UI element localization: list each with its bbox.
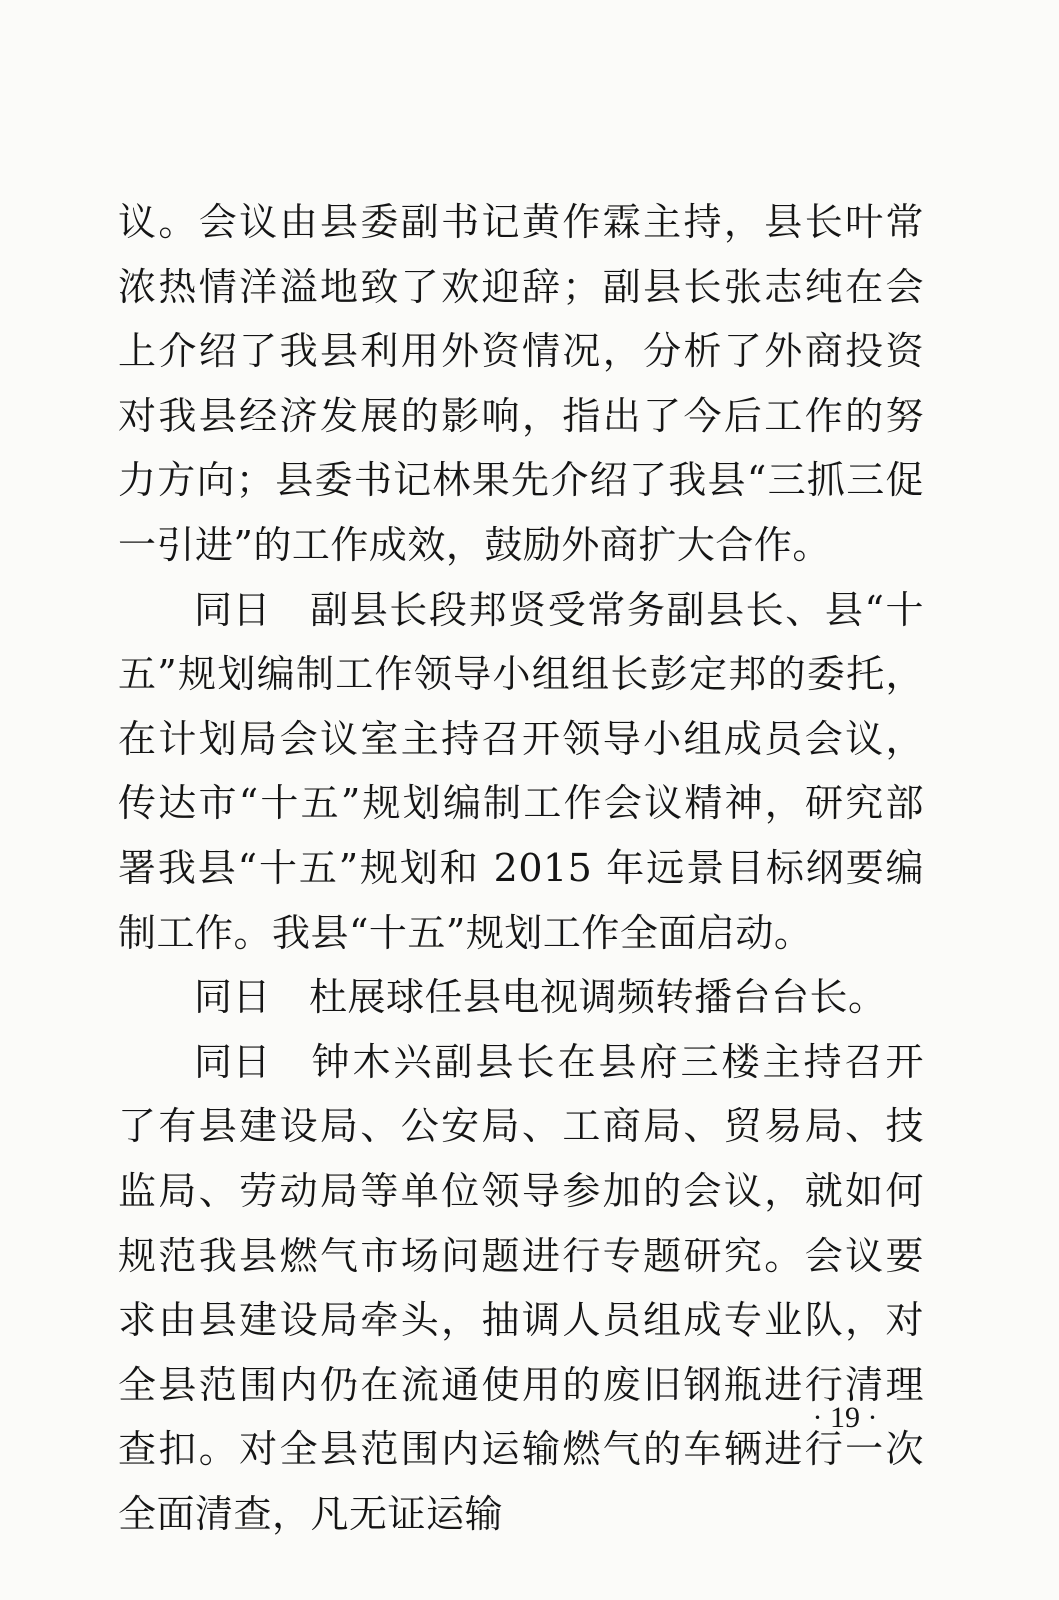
paragraph-4-text: 钟木兴副县长在县府三楼主持召开了有县建设局、公安局、工商局、贸易局、技监局、劳动局等单位领导参加的会议，就如何规范我县燃气市场问题进行专题研究。会议要求由县建设局牵头，抽调人员组成专业队，对全县范围内仍在流通使用的废旧钢瓶进行清理查扣。对全县范围内运输燃气的车辆进行一次全面清查，凡无证运输 [118,1039,924,1536]
paragraph-3 [118,965,924,1030]
paragraph-2-text: 副县长段邦贤受常务副县长、县“十五”规划编制工作领导小组组长彭定邦的委托，在计划局会议室主持召开领导小组成员会议，传达市“十五”规划编制工作会议精神，研究部署我县“十五”规划和 2015 年远景目标纲要编制工作。我县“十五”规划工作全面启动。 [118,587,924,955]
paragraph-1 [118,190,924,578]
paragraph-2-date: 同日 [194,587,272,632]
page-number: · 19 · [812,1401,878,1434]
paragraph-4-date: 同日 [194,1039,272,1084]
paragraph-3-text: 杜展球任县电视调频转播台台长。 [309,975,887,1020]
paragraph-4 [118,1030,924,1547]
body-text [118,190,924,1546]
paragraph-2 [118,578,924,966]
paragraph-3-date: 同日 [194,975,272,1020]
paragraph-1-text: 议。会议由县委副书记黄作霖主持，县长叶常浓热情洋溢地致了欢迎辞；副县长张志纯在会上介绍了我县利用外资情况，分析了外商投资对我县经济发展的影响，指出了今后工作的努力方向；县委书记林果先介绍了我县“三抓三促一引进”的工作成效，鼓励外商扩大合作。 [118,200,924,567]
